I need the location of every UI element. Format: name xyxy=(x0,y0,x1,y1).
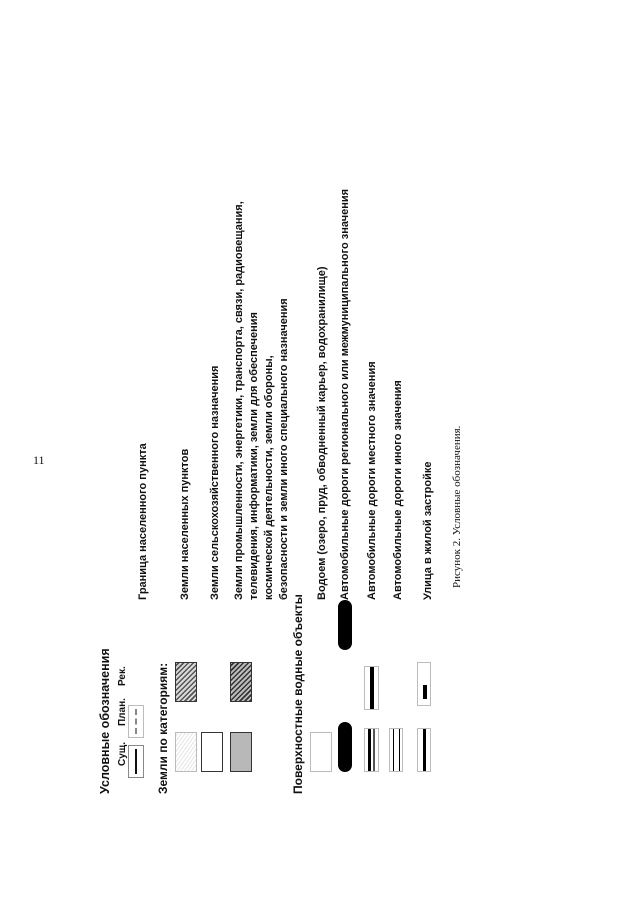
column-header-current: Сущ. xyxy=(117,742,128,766)
column-header-reconstruction: Рек. xyxy=(117,666,128,686)
local-roads-label: Автомобильные дороги местного значения xyxy=(366,361,378,600)
regional-road-reconstruction-symbol xyxy=(338,600,352,650)
residential-street-planned-symbol xyxy=(417,662,431,706)
column-header-planned: План. xyxy=(117,698,128,726)
industrial-label-line-3: космической деятельности, земли обороны, xyxy=(263,355,275,600)
residential-street-label: Улица в жилой застройке xyxy=(422,461,434,600)
settlements-current-symbol xyxy=(175,732,197,772)
industrial-planned-symbol xyxy=(230,662,252,702)
settlement-boundary-current-symbol xyxy=(128,745,144,778)
industrial-label-line-1: Земли промышленности, энергетики, транспорта, связи, радиовещания, xyxy=(233,201,245,600)
figure-caption: Рисунок 2. Условные обозначения. xyxy=(451,425,463,588)
water-objects-header: Поверхностные водные объекты xyxy=(291,594,305,794)
settlement-boundary-label: Граница населенного пункта xyxy=(137,443,149,600)
agricultural-current-symbol xyxy=(201,732,223,772)
page-number: 11 xyxy=(33,453,45,467)
water-body-current-symbol xyxy=(310,732,332,772)
local-road-current-symbol xyxy=(364,728,379,772)
residential-street-current-symbol xyxy=(417,728,431,772)
settlements-planned-symbol xyxy=(175,662,197,702)
industrial-current-symbol xyxy=(230,732,252,772)
other-road-current-symbol xyxy=(389,728,403,772)
settlement-boundary-planned-symbol xyxy=(128,705,144,738)
agricultural-label: Земли сельскохозяйственного назначения xyxy=(209,365,221,600)
regional-roads-label: Автомобильные дороги регионального или межмуниципального значения xyxy=(339,188,351,600)
legend-title: Условные обозначения xyxy=(98,648,112,794)
legend-panel xyxy=(88,94,438,794)
industrial-label-line-2: телевидения, информатики, земли для обеспечения xyxy=(248,312,260,600)
regional-road-current-symbol xyxy=(338,722,352,772)
local-road-planned-symbol xyxy=(364,666,379,710)
water-body-label: Водоем (озеро, пруд, обводненный карьер, водохранилище) xyxy=(316,266,328,600)
land-categories-header: Земли по категориям: xyxy=(156,662,170,794)
industrial-label-line-4: безопасности и земли иного специального назначения xyxy=(278,298,290,600)
settlements-label: Земли населенных пунктов xyxy=(179,448,191,600)
other-roads-label: Автомобильные дороги иного значения xyxy=(392,380,404,600)
